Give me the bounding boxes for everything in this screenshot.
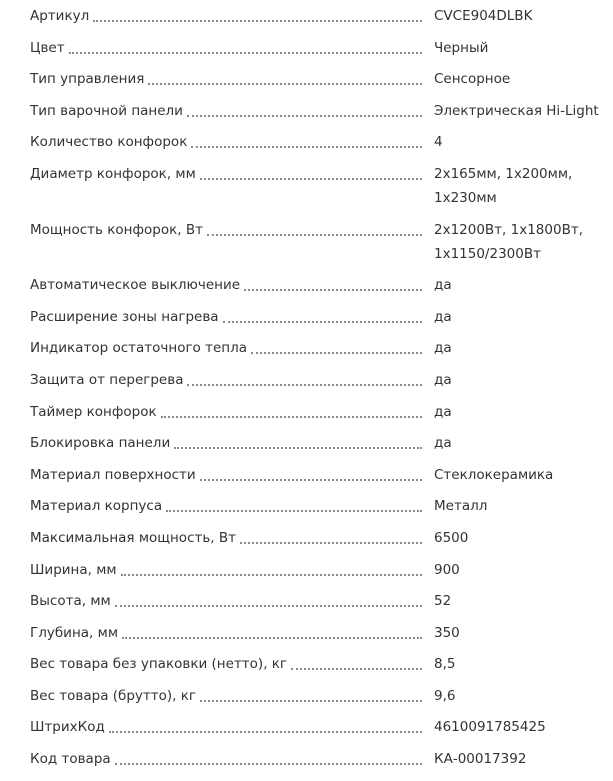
spec-label: Высота, мм: [30, 593, 111, 610]
spec-label: Автоматическое выключение: [30, 277, 241, 294]
dot-leader: [191, 126, 422, 148]
spec-value: [434, 336, 609, 360]
spec-label: Ширина, мм: [30, 561, 117, 578]
spec-value: [434, 67, 609, 91]
spec-value-line: Черный: [434, 39, 489, 56]
spec-value-line: 2x165мм, 1x200мм,: [434, 165, 573, 182]
spec-label: Максимальная мощность, Вт: [30, 529, 237, 546]
spec-value: [434, 558, 609, 582]
spec-label-cell: [30, 554, 422, 586]
dot-leader: [251, 332, 422, 354]
spec-value: [434, 684, 609, 708]
spec-value-line: 52: [434, 593, 452, 610]
spec-value-line: 4: [434, 134, 443, 151]
spec-label-cell: [30, 711, 422, 743]
dot-leader: [93, 0, 422, 22]
spec-label-cell: [30, 396, 422, 428]
spec-value-line: Стеклокерамика: [434, 466, 554, 483]
spec-value: [434, 747, 609, 771]
dot-leader: [200, 158, 422, 180]
spec-label-cell: [30, 63, 422, 95]
spec-label-cell: [30, 158, 422, 190]
spec-label-cell: [30, 364, 422, 396]
dot-leader: [291, 648, 422, 670]
spec-value: [434, 715, 609, 739]
spec-label: Материал корпуса: [30, 498, 163, 515]
spec-row: [0, 164, 613, 220]
spec-label-cell: [30, 332, 422, 364]
spec-value-line: да: [434, 435, 452, 452]
dot-leader: [115, 743, 422, 765]
spec-value-line: Электрическая Hi-Light: [434, 102, 599, 119]
spec-label-cell: [30, 585, 422, 617]
spec-label-cell: [30, 490, 422, 522]
dot-leader: [148, 63, 422, 85]
dot-leader: [200, 680, 422, 702]
spec-label: Мощность конфорок, Вт: [30, 221, 203, 238]
spec-value: [434, 305, 609, 329]
spec-label: Вес товара (брутто), кг: [30, 687, 197, 704]
spec-value-line: CVCE904DLBK: [434, 8, 533, 24]
dot-leader: [166, 490, 422, 512]
spec-value-line: КА-00017392: [434, 751, 527, 768]
spec-value: [434, 99, 609, 123]
spec-label-cell: [30, 301, 422, 333]
spec-label: Расширение зоны нагрева: [30, 308, 219, 325]
spec-label-cell: [30, 459, 422, 491]
spec-value: [434, 400, 609, 424]
spec-label-cell: [30, 680, 422, 712]
dot-leader: [207, 214, 422, 236]
spec-value-line: да: [434, 371, 452, 388]
spec-label: Вес товара без упаковки (нетто), кг: [30, 656, 288, 673]
dot-leader: [187, 364, 422, 386]
spec-value-line: 6500: [434, 529, 469, 546]
spec-value-line: 2x1200Вт, 1x1800Вт,: [434, 221, 583, 238]
spec-label: Материал поверхности: [30, 466, 196, 483]
dot-leader: [223, 301, 422, 323]
spec-row: [0, 220, 613, 276]
dot-leader: [187, 95, 422, 117]
spec-label-cell: [30, 269, 422, 301]
dot-leader: [244, 269, 422, 291]
spec-value-line: 8,5: [434, 656, 456, 673]
spec-value-line: да: [434, 277, 452, 294]
spec-value: [434, 463, 609, 487]
spec-label: Глубина, мм: [30, 624, 119, 641]
spec-label: Артикул: [30, 8, 90, 24]
spec-label: Индикатор остаточного тепла: [30, 340, 247, 357]
spec-value: [434, 526, 609, 550]
spec-value-line: да: [434, 403, 452, 420]
spec-value: [434, 368, 609, 392]
spec-label-cell: [30, 214, 422, 246]
dot-leader: [200, 459, 422, 481]
spec-value: [434, 431, 609, 455]
spec-value: [434, 162, 609, 210]
spec-label-cell: [30, 743, 422, 775]
spec-value: [434, 130, 609, 154]
spec-label-cell: [30, 648, 422, 680]
spec-label-cell: [30, 427, 422, 459]
spec-value: [434, 652, 609, 676]
spec-value: [434, 36, 609, 60]
spec-value: [434, 589, 609, 613]
spec-row: [0, 749, 613, 781]
spec-value-line: 1x230мм: [434, 189, 497, 206]
spec-label-cell: [30, 0, 422, 32]
dot-leader: [121, 554, 422, 576]
spec-label: Тип управления: [30, 71, 145, 88]
dot-leader: [240, 522, 422, 544]
spec-value-line: да: [434, 340, 452, 357]
spec-label: Количество конфорок: [30, 134, 188, 151]
dot-leader: [109, 711, 422, 733]
spec-value: [434, 621, 609, 645]
spec-label-cell: [30, 617, 422, 649]
spec-label-cell: [30, 32, 422, 64]
spec-value-line: да: [434, 308, 452, 325]
spec-value-line: 1x1150/2300Вт: [434, 245, 541, 262]
spec-value-line: Сенсорное: [434, 71, 511, 88]
spec-value: [434, 218, 609, 266]
dot-leader: [122, 617, 422, 639]
spec-value: [434, 4, 609, 28]
spec-label: Диаметр конфорок, мм: [30, 165, 196, 182]
spec-label-cell: [30, 522, 422, 554]
dot-leader: [161, 396, 422, 418]
spec-label: Тип варочной панели: [30, 102, 183, 119]
dot-leader: [174, 427, 422, 449]
spec-value-line: Металл: [434, 498, 488, 515]
spec-label-cell: [30, 126, 422, 158]
spec-label: Блокировка панели: [30, 435, 171, 452]
spec-label: Защита от перегрева: [30, 371, 184, 388]
spec-value-line: 350: [434, 624, 460, 641]
spec-label: Цвет: [30, 39, 65, 56]
spec-value: [434, 494, 609, 518]
spec-value: [434, 273, 609, 297]
dot-leader: [115, 585, 422, 607]
spec-value-line: 4610091785425: [434, 719, 546, 736]
spec-label: Таймер конфорок: [30, 403, 157, 420]
spec-label: ШтрихКод: [30, 719, 105, 736]
dot-leader: [69, 32, 422, 54]
spec-label: Код товара: [30, 751, 111, 768]
spec-value-line: 9,6: [434, 687, 456, 704]
spec-label-cell: [30, 95, 422, 127]
spec-value-line: 900: [434, 561, 460, 578]
